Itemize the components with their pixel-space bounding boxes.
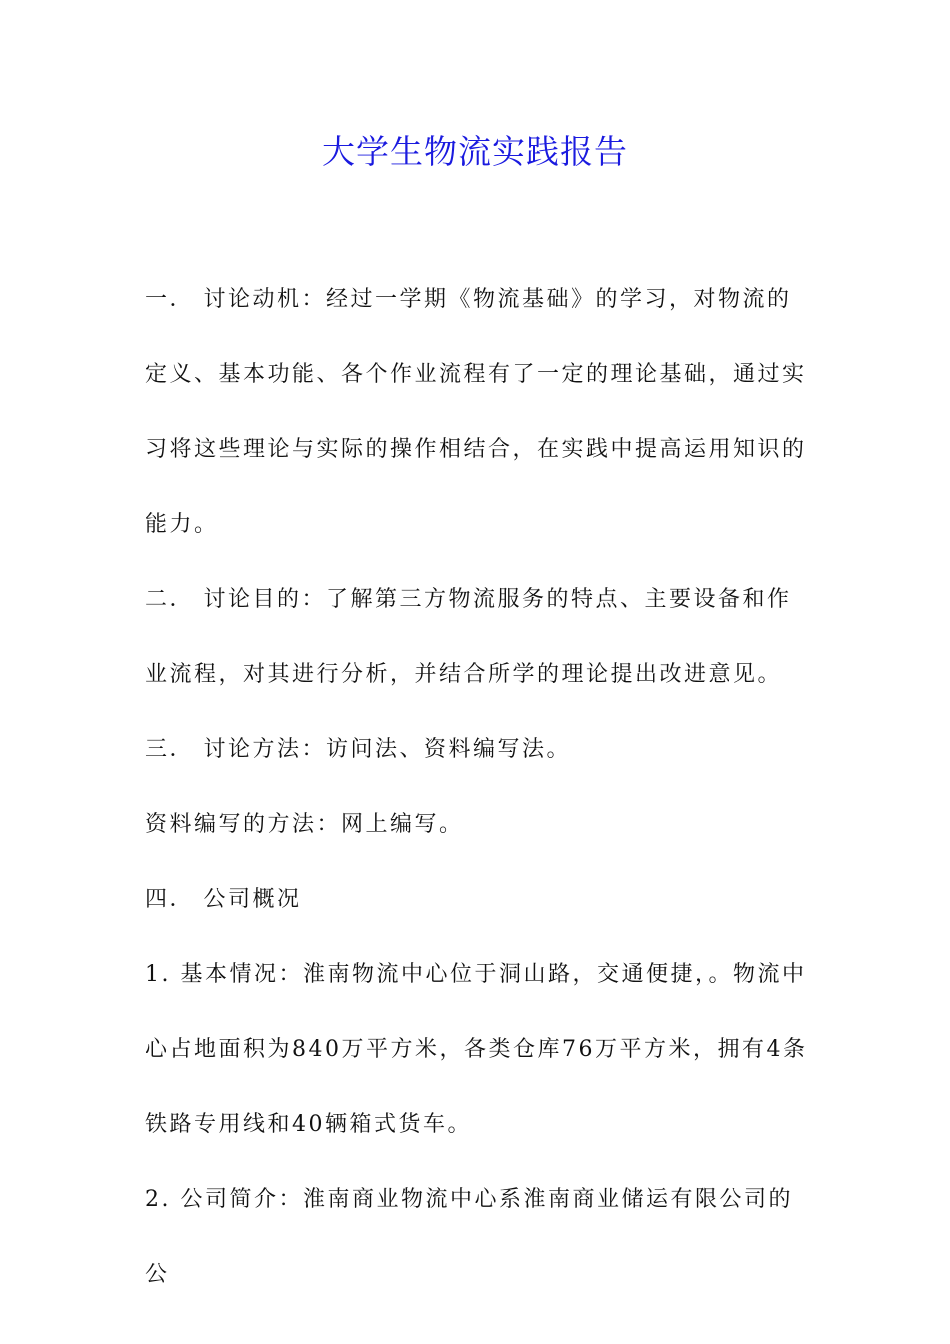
paragraph-material-method: 资料编写的方法：网上编写。 xyxy=(145,812,464,837)
paragraph-research-method: 三． 讨论方法：访问法、资料编写法。 xyxy=(145,737,571,762)
paragraph-company-intro: 2. 公司简介：淮南商业物流中心系淮南商业储运有限公司的公 xyxy=(145,1187,793,1287)
section-heading-company-overview: 四． 公司概况 xyxy=(145,887,302,912)
document-title: 大学生物流实践报告 xyxy=(322,132,628,171)
document-body xyxy=(145,262,810,1312)
paragraph-research-motivation: 一． 讨论动机：经过一学期《物流基础》的学习，对物流的定义、基本功能、各个作业流程有了一定的理论基础，通过实习将这些理论与实际的操作相结合，在实践中提高运用知识的能力。 xyxy=(145,287,807,537)
paragraph-basic-info: 1. 基本情况：淮南物流中心位于洞山路，交通便捷，。物流中心占地面积为840万平方米，各类仓库76万平方米，拥有4条铁路专用线和40辆箱式货车。 xyxy=(145,962,808,1137)
paragraph-research-purpose: 二． 讨论目的：了解第三方物流服务的特点、主要设备和作业流程，对其进行分析，并结合所学的理论提出改进意见。 xyxy=(145,587,792,687)
